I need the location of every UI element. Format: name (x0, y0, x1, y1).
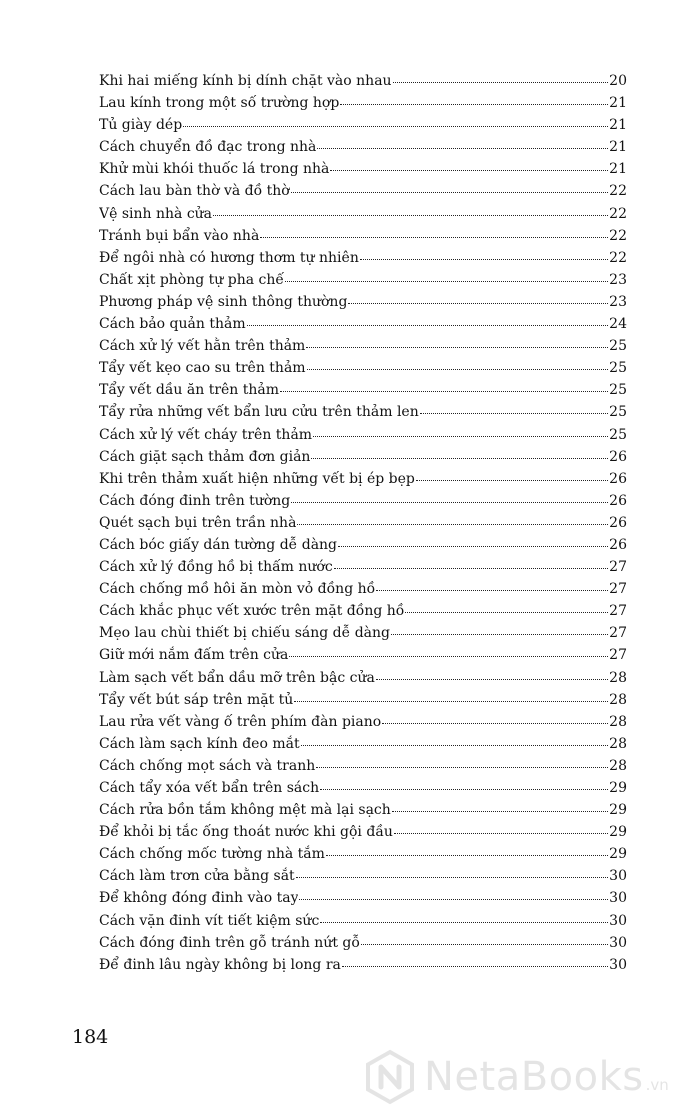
toc-entry-page-number: 27 (609, 625, 627, 642)
toc-dot-leader (247, 324, 609, 326)
toc-dot-leader (280, 390, 608, 392)
toc-dot-leader (316, 766, 608, 768)
toc-entry (99, 932, 627, 954)
toc-dot-leader (320, 788, 608, 790)
table-of-contents (99, 70, 627, 976)
toc-entry-page-number: 26 (609, 514, 627, 531)
toc-entry-title: Tẩy vết kẹo cao su trên thảm (99, 360, 306, 377)
toc-entry-title: Quét sạch bụi trên trần nhà (99, 514, 297, 531)
toc-entry-page-number: 26 (609, 492, 627, 509)
toc-dot-leader (340, 103, 608, 105)
toc-entry-title: Giữ mới nắm đấm trên cửa (99, 647, 289, 664)
toc-dot-leader (405, 611, 608, 613)
toc-dot-leader (420, 412, 608, 414)
toc-entry (99, 600, 627, 622)
toc-dot-leader (416, 479, 608, 481)
toc-entry-page-number: 25 (609, 404, 627, 421)
toc-entry-page-number: 29 (609, 824, 627, 841)
toc-dot-leader (213, 214, 608, 216)
toc-entry-page-number: 25 (609, 382, 627, 399)
toc-entry (99, 92, 627, 114)
toc-dot-leader (306, 346, 608, 348)
toc-entry-title: Lau kính trong một số trường hợp (99, 95, 340, 112)
toc-entry-page-number: 21 (609, 161, 627, 178)
toc-entry-title: Khử mùi khói thuốc lá trong nhà (99, 161, 330, 178)
toc-entry-title: Tránh bụi bẩn vào nhà (99, 227, 260, 244)
toc-dot-leader (376, 678, 608, 680)
toc-entry (99, 755, 627, 777)
toc-entry (99, 446, 627, 468)
toc-entry-title: Cách rửa bồn tắm không mệt mà lại sạch (99, 802, 391, 819)
toc-entry-page-number: 30 (609, 934, 627, 951)
toc-entry-title: Cách tẩy xóa vết bẩn trên sách (99, 780, 320, 796)
toc-entry-page-number: 27 (609, 559, 627, 576)
toc-entry-title: Cách giặt sạch thảm đơn giản (99, 448, 311, 465)
toc-entry-page-number: 28 (609, 713, 627, 730)
toc-entry-page-number: 22 (609, 249, 627, 266)
toc-entry-title: Cách vặn đinh vít tiết kiệm sức (99, 912, 320, 929)
toc-entry (99, 556, 627, 578)
toc-entry (99, 865, 627, 887)
toc-entry (99, 622, 627, 644)
toc-dot-leader (285, 280, 608, 282)
toc-entry-page-number: 30 (609, 890, 627, 907)
toc-entry-page-number: 29 (609, 802, 627, 819)
toc-entry (99, 70, 627, 92)
toc-entry-title: Cách đóng đinh trên gỗ tránh nứt gỗ (99, 934, 360, 951)
toc-entry-page-number: 28 (609, 669, 627, 686)
toc-entry (99, 136, 627, 158)
toc-entry (99, 247, 627, 269)
toc-entry-title: Cách xử lý đồng hồ bị thấm nước (99, 559, 333, 576)
toc-entry-title: Chất xịt phòng tự pha chế (99, 271, 285, 288)
toc-entry-page-number: 23 (609, 271, 627, 288)
toc-entry-title: Tẩy rửa những vết bẩn lưu cửu trên thảm len (99, 404, 419, 421)
toc-entry (99, 490, 627, 512)
toc-entry-page-number: 20 (609, 73, 627, 89)
toc-entry-page-number: 29 (609, 780, 627, 796)
toc-entry (99, 269, 627, 291)
watermark (362, 1046, 669, 1108)
toc-entry-title: Cách đóng đinh trên tường (99, 492, 291, 509)
toc-dot-leader (376, 589, 608, 591)
toc-entry-title: Cách chống mồ hôi ăn mòn vỏ đồng hồ (99, 581, 376, 598)
toc-dot-leader (338, 545, 608, 547)
toc-dot-leader (361, 943, 608, 945)
page-number: 184 (72, 1026, 109, 1048)
toc-entry-page-number: 30 (609, 868, 627, 885)
toc-entry (99, 954, 627, 976)
toc-dot-leader (260, 236, 608, 238)
toc-dot-leader (297, 523, 608, 525)
toc-entry-title: Cách xử lý vết cháy trên thảm (99, 426, 313, 443)
toc-entry-page-number: 29 (609, 846, 627, 863)
toc-entry (99, 644, 627, 666)
toc-entry (99, 468, 627, 490)
toc-entry (99, 379, 627, 401)
toc-entry-title: Để khỏi bị tắc ống thoát nước khi gội đầu (99, 824, 393, 841)
toc-entry-page-number: 24 (609, 316, 627, 333)
toc-dot-leader (382, 722, 608, 724)
toc-entry (99, 821, 627, 843)
toc-dot-leader (294, 700, 608, 702)
toc-entry (99, 667, 627, 689)
toc-entry-page-number: 26 (609, 448, 627, 465)
toc-entry-page-number: 22 (609, 227, 627, 244)
toc-entry-title: Lau rửa vết vàng ố trên phím đàn piano (99, 713, 382, 730)
toc-entry-page-number: 27 (609, 581, 627, 598)
toc-dot-leader (317, 147, 608, 149)
toc-entry (99, 313, 627, 335)
toc-entry-title: Để đinh lâu ngày không bị long ra (99, 956, 341, 973)
toc-entry-title: Cách chống mọt sách và tranh (99, 757, 316, 774)
toc-entry (99, 180, 627, 202)
toc-entry-page-number: 25 (609, 338, 627, 355)
toc-entry-page-number: 26 (609, 536, 627, 553)
toc-entry (99, 335, 627, 357)
toc-dot-leader (311, 457, 608, 459)
toc-dot-leader (296, 876, 608, 878)
toc-entry-page-number: 21 (609, 117, 627, 134)
toc-dot-leader (342, 965, 608, 967)
toc-entry-page-number: 26 (609, 470, 627, 487)
toc-entry-page-number: 28 (609, 691, 627, 708)
toc-dot-leader (313, 435, 608, 437)
toc-entry (99, 711, 627, 733)
toc-entry-title: Làm sạch vết bẩn dầu mỡ trên bậc cửa (99, 669, 375, 686)
netabooks-logo-icon (362, 1049, 418, 1105)
toc-entry (99, 158, 627, 180)
toc-entry-page-number: 21 (609, 95, 627, 112)
toc-entry-page-number: 27 (609, 603, 627, 620)
toc-dot-leader (289, 655, 608, 657)
toc-entry (99, 512, 627, 534)
watermark-text: NetaBooks (424, 1054, 644, 1100)
toc-entry-title: Cách chống mốc tường nhà tắm (99, 846, 325, 863)
toc-dot-leader (391, 633, 608, 635)
toc-dot-leader (299, 898, 608, 900)
toc-entry (99, 424, 627, 446)
toc-entry (99, 733, 627, 755)
toc-entry (99, 357, 627, 379)
toc-dot-leader (301, 744, 609, 746)
toc-entry (99, 203, 627, 225)
toc-entry-page-number: 22 (609, 205, 627, 222)
toc-dot-leader (334, 567, 608, 569)
toc-entry (99, 887, 627, 909)
toc-dot-leader (360, 258, 608, 260)
toc-entry-page-number: 27 (609, 647, 627, 664)
toc-entry (99, 114, 627, 136)
toc-entry-page-number: 30 (609, 912, 627, 929)
toc-entry-title: Mẹo lau chùi thiết bị chiếu sáng dễ dàng (99, 625, 390, 642)
toc-entry-title: Để không đóng đinh vào tay (99, 890, 299, 907)
toc-entry-title: Cách làm trơn cửa bằng sắt (99, 868, 295, 885)
toc-entry-page-number: 21 (609, 139, 627, 156)
toc-dot-leader (291, 501, 608, 503)
toc-entry-title: Cách bảo quản thảm (99, 316, 246, 333)
toc-dot-leader (183, 125, 608, 127)
toc-entry (99, 578, 627, 600)
toc-dot-leader (291, 191, 608, 193)
toc-entry-page-number: 23 (609, 293, 627, 310)
toc-entry-page-number: 28 (609, 757, 627, 774)
toc-entry (99, 534, 627, 556)
toc-dot-leader (307, 368, 609, 370)
watermark-suffix: .vn (645, 1076, 669, 1094)
toc-entry (99, 777, 627, 799)
toc-dot-leader (348, 302, 608, 304)
toc-entry (99, 910, 627, 932)
toc-dot-leader (330, 169, 608, 171)
toc-entry (99, 225, 627, 247)
toc-entry (99, 291, 627, 313)
toc-dot-leader (393, 81, 609, 83)
toc-entry-title: Để ngôi nhà có hương thơm tự nhiên (99, 249, 359, 266)
toc-entry-title: Phương pháp vệ sinh thông thường (99, 293, 348, 310)
toc-dot-leader (320, 921, 608, 923)
toc-entry-page-number: 25 (609, 426, 627, 443)
toc-entry-title: Vệ sinh nhà cửa (99, 205, 213, 222)
toc-entry-title: Khi hai miếng kính bị dính chặt vào nhau (99, 73, 392, 89)
toc-entry (99, 843, 627, 865)
toc-entry-title: Cách chuyển đồ đạc trong nhà (99, 139, 317, 156)
toc-dot-leader (394, 832, 608, 834)
toc-entry (99, 401, 627, 423)
toc-entry-title: Khi trên thảm xuất hiện những vết bị ép bẹp (99, 470, 415, 487)
toc-entry-title: Tẩy vết bút sáp trên mặt tủ (99, 691, 294, 708)
toc-entry-page-number: 25 (609, 360, 627, 377)
toc-entry (99, 799, 627, 821)
toc-entry-page-number: 22 (609, 183, 627, 200)
toc-entry (99, 689, 627, 711)
toc-entry-title: Tẩy vết dầu ăn trên thảm (99, 382, 280, 399)
toc-entry-title: Cách xử lý vết hằn trên thảm (99, 338, 306, 355)
toc-entry-page-number: 30 (609, 956, 627, 973)
toc-dot-leader (392, 810, 608, 812)
toc-entry-page-number: 28 (609, 735, 627, 752)
toc-entry-title: Cách làm sạch kính đeo mắt (99, 735, 300, 752)
toc-entry-title: Tủ giày dép (99, 117, 183, 134)
toc-dot-leader (326, 854, 608, 856)
toc-entry-title: Cách lau bàn thờ và đồ thờ (99, 183, 290, 200)
toc-entry-title: Cách bóc giấy dán tường dễ dàng (99, 536, 338, 553)
toc-entry-title: Cách khắc phục vết xước trên mặt đồng hồ (99, 603, 405, 620)
